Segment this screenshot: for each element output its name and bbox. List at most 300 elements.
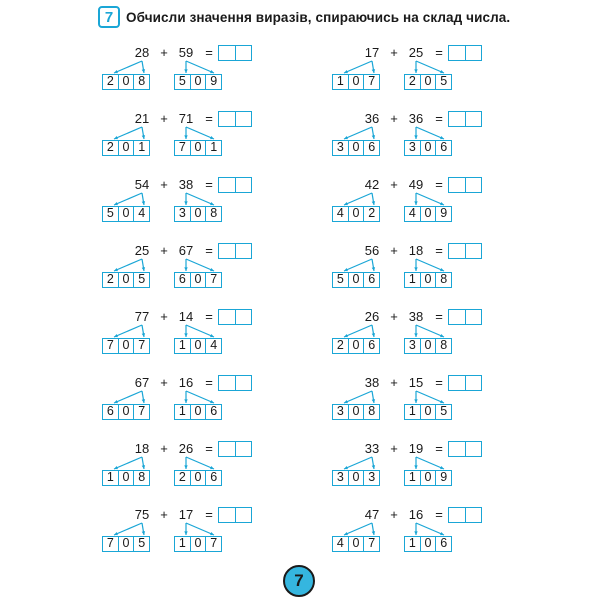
decomposition-digit: 0	[118, 207, 134, 221]
answer-ones-cell[interactable]	[465, 376, 482, 390]
exercise	[98, 308, 268, 368]
second-decomposition	[174, 536, 222, 552]
answer-tens-cell[interactable]	[219, 112, 235, 126]
decomposition-digit: 2	[363, 207, 379, 221]
second-addend: 19	[408, 441, 424, 456]
equals-sign: =	[205, 441, 213, 456]
equals-sign: =	[435, 507, 443, 522]
answer-tens-cell[interactable]	[219, 442, 235, 456]
arrow-head	[184, 201, 187, 205]
answer-tens-cell[interactable]	[219, 244, 235, 258]
first-addend: 36	[364, 111, 380, 126]
exercise	[98, 242, 268, 302]
decomposition-digit: 2	[106, 140, 114, 154]
answer-box[interactable]	[218, 111, 252, 127]
answer-ones-cell[interactable]	[465, 442, 482, 456]
decomposition-digit: 3	[336, 404, 344, 418]
task-number-badge: 7	[98, 6, 120, 28]
decomposition-digit: 0	[190, 339, 206, 353]
plus-sign: +	[390, 243, 398, 258]
second-addend: 14	[178, 309, 194, 324]
first-addend: 42	[364, 177, 380, 192]
arrow-line	[186, 457, 214, 469]
decomposition-digit: 0	[420, 339, 436, 353]
exercise	[328, 308, 498, 368]
decomposition-digit: 1	[408, 470, 416, 484]
decomposition-digit: 2	[106, 74, 114, 88]
second-decomposition	[404, 536, 452, 552]
decomposition-digit: 8	[435, 339, 451, 353]
plus-sign: +	[160, 507, 168, 522]
exercise	[98, 176, 268, 236]
arrow-head	[414, 201, 417, 205]
decomposition-digit: 0	[420, 273, 436, 287]
answer-ones-cell[interactable]	[465, 310, 482, 324]
first-decomposition	[102, 404, 150, 420]
answer-ones-cell[interactable]	[465, 112, 482, 126]
arrow-head	[414, 135, 417, 139]
answer-tens-cell[interactable]	[219, 178, 235, 192]
first-addend: 47	[364, 507, 380, 522]
second-addend: 67	[178, 243, 194, 258]
decomposition-digit: 9	[205, 75, 221, 89]
decomposition-digit: 1	[133, 141, 149, 155]
decomposition-digit: 4	[408, 206, 416, 220]
decomposition-digit: 8	[363, 405, 379, 419]
second-addend: 17	[178, 507, 194, 522]
arrow-line	[186, 193, 214, 205]
equals-sign: =	[205, 111, 213, 126]
first-decomposition	[102, 338, 150, 354]
equals-sign: =	[205, 243, 213, 258]
decomposition-digit: 0	[190, 471, 206, 485]
equals-sign: =	[205, 45, 213, 60]
answer-ones-cell[interactable]	[235, 376, 252, 390]
first-addend: 56	[364, 243, 380, 258]
second-decomposition	[174, 272, 222, 288]
decomposition-digit: 8	[435, 273, 451, 287]
decomposition-digit: 7	[363, 75, 379, 89]
decomposition-digit: 6	[178, 272, 186, 286]
second-decomposition	[404, 470, 452, 486]
equals-sign: =	[205, 507, 213, 522]
first-decomposition	[332, 206, 380, 222]
decomposition-digit: 6	[435, 537, 451, 551]
decomposition-digit: 7	[106, 536, 114, 550]
decomposition-digit: 0	[420, 471, 436, 485]
decomposition-digit: 4	[133, 207, 149, 221]
plus-sign: +	[160, 441, 168, 456]
arrow-line	[186, 127, 214, 139]
arrow-line	[416, 127, 444, 139]
decomposition-digit: 7	[178, 140, 186, 154]
arrow-line	[416, 457, 444, 469]
second-decomposition	[404, 272, 452, 288]
decomposition-digit: 1	[408, 404, 416, 418]
plus-sign: +	[390, 507, 398, 522]
second-decomposition	[174, 470, 222, 486]
decomposition-digit: 0	[348, 273, 364, 287]
arrow-head	[184, 465, 187, 469]
equals-sign: =	[435, 45, 443, 60]
arrow-line	[344, 61, 372, 73]
first-addend: 26	[364, 309, 380, 324]
arrow-head	[414, 399, 417, 403]
equals-sign: =	[205, 309, 213, 324]
decomposition-digit: 0	[348, 141, 364, 155]
decomposition-digit: 6	[435, 141, 451, 155]
second-decomposition	[174, 140, 222, 156]
decomposition-digit: 8	[205, 207, 221, 221]
arrow-head	[184, 267, 187, 271]
plus-sign: +	[160, 309, 168, 324]
plus-sign: +	[160, 45, 168, 60]
plus-sign: +	[390, 177, 398, 192]
arrow-head	[414, 267, 417, 271]
arrow-head	[184, 69, 187, 73]
decomposition-digit: 4	[205, 339, 221, 353]
plus-sign: +	[390, 375, 398, 390]
answer-ones-cell[interactable]	[235, 178, 252, 192]
first-decomposition	[102, 74, 150, 90]
answer-ones-cell[interactable]	[465, 178, 482, 192]
arrow-line	[186, 523, 214, 535]
decomposition-digit: 4	[336, 206, 344, 220]
first-addend: 54	[134, 177, 150, 192]
arrow-line	[114, 523, 142, 535]
arrow-line	[416, 391, 444, 403]
decomposition-digit: 0	[118, 339, 134, 353]
answer-tens-cell[interactable]	[219, 310, 235, 324]
answer-box[interactable]	[218, 507, 252, 523]
first-decomposition	[332, 272, 380, 288]
arrow-head	[184, 333, 187, 337]
answer-box[interactable]	[218, 45, 252, 61]
decomposition-digit: 0	[190, 405, 206, 419]
answer-ones-cell[interactable]	[235, 244, 252, 258]
decomposition-digit: 6	[363, 339, 379, 353]
answer-box[interactable]	[448, 375, 482, 391]
first-addend: 18	[134, 441, 150, 456]
decomposition-digit: 7	[363, 537, 379, 551]
arrow-head	[184, 399, 187, 403]
equals-sign: =	[205, 177, 213, 192]
second-addend: 16	[178, 375, 194, 390]
arrow-line	[186, 259, 214, 271]
decomposition-digit: 7	[133, 339, 149, 353]
decomposition-digit: 0	[118, 273, 134, 287]
first-decomposition	[332, 338, 380, 354]
answer-box[interactable]	[218, 375, 252, 391]
exercise	[328, 440, 498, 500]
answer-ones-cell[interactable]	[235, 442, 252, 456]
first-decomposition	[102, 206, 150, 222]
arrow-line	[114, 325, 142, 337]
first-decomposition	[332, 404, 380, 420]
arrow-line	[344, 325, 372, 337]
arrow-head	[414, 465, 417, 469]
decomposition-digit: 0	[348, 339, 364, 353]
arrow-line	[114, 61, 142, 73]
decomposition-digit: 1	[178, 536, 186, 550]
answer-box[interactable]	[218, 441, 252, 457]
first-decomposition	[102, 140, 150, 156]
first-addend: 21	[134, 111, 150, 126]
decomposition-digit: 5	[133, 537, 149, 551]
equals-sign: =	[205, 375, 213, 390]
first-addend: 77	[134, 309, 150, 324]
arrow-line	[114, 193, 142, 205]
arrow-line	[416, 61, 444, 73]
decomposition-digit: 6	[363, 273, 379, 287]
exercise	[328, 176, 498, 236]
plus-sign: +	[390, 309, 398, 324]
second-addend: 71	[178, 111, 194, 126]
answer-ones-cell[interactable]	[465, 46, 482, 60]
page-number: 7	[283, 565, 315, 597]
decomposition-digit: 2	[408, 74, 416, 88]
decomposition-digit: 0	[348, 471, 364, 485]
decomposition-digit: 2	[106, 272, 114, 286]
decomposition-digit: 6	[205, 471, 221, 485]
exercise	[328, 506, 498, 566]
second-decomposition	[404, 338, 452, 354]
decomposition-digit: 4	[336, 536, 344, 550]
arrow-line	[416, 523, 444, 535]
second-decomposition	[174, 206, 222, 222]
second-decomposition	[404, 206, 452, 222]
decomposition-digit: 0	[118, 75, 134, 89]
decomposition-digit: 0	[190, 207, 206, 221]
arrow-line	[416, 193, 444, 205]
plus-sign: +	[160, 243, 168, 258]
answer-box[interactable]	[448, 177, 482, 193]
answer-tens-cell[interactable]	[449, 46, 465, 60]
exercise	[328, 374, 498, 434]
decomposition-digit: 0	[420, 141, 436, 155]
answer-box[interactable]	[448, 309, 482, 325]
answer-tens-cell[interactable]	[219, 46, 235, 60]
decomposition-digit: 9	[435, 207, 451, 221]
second-decomposition	[404, 140, 452, 156]
second-addend: 49	[408, 177, 424, 192]
answer-tens-cell[interactable]	[449, 442, 465, 456]
decomposition-digit: 0	[190, 537, 206, 551]
decomposition-digit: 0	[420, 537, 436, 551]
arrow-line	[416, 325, 444, 337]
decomposition-digit: 0	[420, 75, 436, 89]
decomposition-digit: 1	[336, 74, 344, 88]
decomposition-digit: 5	[106, 206, 114, 220]
plus-sign: +	[160, 111, 168, 126]
decomposition-digit: 2	[336, 338, 344, 352]
answer-ones-cell[interactable]	[235, 46, 252, 60]
decomposition-digit: 0	[118, 405, 134, 419]
equals-sign: =	[435, 375, 443, 390]
decomposition-digit: 1	[408, 272, 416, 286]
second-addend: 15	[408, 375, 424, 390]
decomposition-digit: 7	[205, 273, 221, 287]
first-decomposition	[332, 470, 380, 486]
first-decomposition	[102, 536, 150, 552]
decomposition-digit: 0	[118, 537, 134, 551]
answer-tens-cell[interactable]	[449, 376, 465, 390]
arrow-line	[344, 259, 372, 271]
task-instruction: Обчисли значення виразів, спираючись на склад числа.	[126, 9, 511, 25]
second-decomposition	[174, 74, 222, 90]
decomposition-digit: 5	[435, 405, 451, 419]
decomposition-digit: 3	[178, 206, 186, 220]
answer-box[interactable]	[218, 309, 252, 325]
decomposition-digit: 3	[408, 338, 416, 352]
answer-box[interactable]	[448, 441, 482, 457]
decomposition-digit: 7	[205, 537, 221, 551]
answer-box[interactable]	[448, 45, 482, 61]
answer-tens-cell[interactable]	[449, 310, 465, 324]
first-decomposition	[332, 536, 380, 552]
arrow-head	[184, 135, 187, 139]
plus-sign: +	[160, 375, 168, 390]
answer-box[interactable]	[218, 177, 252, 193]
arrow-line	[114, 127, 142, 139]
first-addend: 25	[134, 243, 150, 258]
first-addend: 17	[364, 45, 380, 60]
decomposition-digit: 7	[106, 338, 114, 352]
answer-box[interactable]	[448, 243, 482, 259]
decomposition-digit: 1	[106, 470, 114, 484]
answer-box[interactable]	[448, 507, 482, 523]
equals-sign: =	[435, 309, 443, 324]
decomposition-digit: 1	[408, 536, 416, 550]
second-addend: 18	[408, 243, 424, 258]
plus-sign: +	[390, 111, 398, 126]
answer-tens-cell[interactable]	[219, 376, 235, 390]
decomposition-digit: 3	[363, 471, 379, 485]
answer-box[interactable]	[448, 111, 482, 127]
decomposition-digit: 6	[363, 141, 379, 155]
arrow-line	[186, 391, 214, 403]
second-decomposition	[174, 404, 222, 420]
first-addend: 75	[134, 507, 150, 522]
decomposition-digit: 0	[348, 537, 364, 551]
exercise	[98, 440, 268, 500]
decomposition-digit: 5	[133, 273, 149, 287]
second-addend: 26	[178, 441, 194, 456]
exercise	[328, 110, 498, 170]
answer-tens-cell[interactable]	[449, 112, 465, 126]
second-addend: 36	[408, 111, 424, 126]
decomposition-digit: 7	[133, 405, 149, 419]
plus-sign: +	[390, 441, 398, 456]
second-addend: 16	[408, 507, 424, 522]
first-addend: 28	[134, 45, 150, 60]
decomposition-digit: 2	[178, 470, 186, 484]
decomposition-digit: 5	[435, 75, 451, 89]
plus-sign: +	[160, 177, 168, 192]
equals-sign: =	[435, 243, 443, 258]
decomposition-digit: 0	[420, 207, 436, 221]
answer-ones-cell[interactable]	[235, 508, 252, 522]
arrow-line	[344, 127, 372, 139]
arrow-line	[344, 523, 372, 535]
equals-sign: =	[435, 111, 443, 126]
answer-ones-cell[interactable]	[465, 508, 482, 522]
arrow-line	[186, 61, 214, 73]
decomposition-digit: 1	[205, 141, 221, 155]
answer-ones-cell[interactable]	[465, 244, 482, 258]
decomposition-digit: 3	[336, 470, 344, 484]
answer-ones-cell[interactable]	[235, 310, 252, 324]
arrow-line	[114, 391, 142, 403]
first-decomposition	[102, 470, 150, 486]
arrow-line	[186, 325, 214, 337]
decomposition-digit: 0	[190, 273, 206, 287]
arrow-line	[344, 193, 372, 205]
decomposition-digit: 3	[408, 140, 416, 154]
second-addend: 59	[178, 45, 194, 60]
second-addend: 38	[178, 177, 194, 192]
first-addend: 33	[364, 441, 380, 456]
answer-tens-cell[interactable]	[449, 178, 465, 192]
first-decomposition	[102, 272, 150, 288]
arrow-line	[416, 259, 444, 271]
answer-tens-cell[interactable]	[219, 508, 235, 522]
decomposition-digit: 0	[118, 471, 134, 485]
arrow-line	[344, 457, 372, 469]
decomposition-digit: 5	[336, 272, 344, 286]
equals-sign: =	[435, 441, 443, 456]
decomposition-digit: 3	[336, 140, 344, 154]
first-addend: 67	[134, 375, 150, 390]
decomposition-digit: 5	[178, 74, 186, 88]
decomposition-digit: 0	[118, 141, 134, 155]
decomposition-digit: 8	[133, 75, 149, 89]
arrow-line	[344, 391, 372, 403]
exercise	[98, 110, 268, 170]
first-addend: 38	[364, 375, 380, 390]
arrow-head	[414, 333, 417, 337]
second-addend: 38	[408, 309, 424, 324]
exercise	[328, 242, 498, 302]
first-decomposition	[332, 140, 380, 156]
exercise	[98, 374, 268, 434]
decomposition-digit: 9	[435, 471, 451, 485]
decomposition-digit: 8	[133, 471, 149, 485]
decomposition-digit: 0	[420, 405, 436, 419]
exercise	[328, 44, 498, 104]
decomposition-digit: 6	[106, 404, 114, 418]
decomposition-digit: 0	[348, 75, 364, 89]
decomposition-digit: 0	[348, 405, 364, 419]
answer-ones-cell[interactable]	[235, 112, 252, 126]
second-decomposition	[174, 338, 222, 354]
arrow-line	[114, 259, 142, 271]
arrow-head	[414, 69, 417, 73]
decomposition-digit: 0	[190, 75, 206, 89]
decomposition-digit: 1	[178, 338, 186, 352]
arrow-head	[414, 531, 417, 535]
answer-tens-cell[interactable]	[449, 508, 465, 522]
answer-tens-cell[interactable]	[449, 244, 465, 258]
arrow-line	[114, 457, 142, 469]
plus-sign: +	[390, 45, 398, 60]
decomposition-digit: 0	[190, 141, 206, 155]
decomposition-digit: 6	[205, 405, 221, 419]
exercise	[98, 506, 268, 566]
answer-box[interactable]	[218, 243, 252, 259]
exercise	[98, 44, 268, 104]
arrow-head	[184, 531, 187, 535]
